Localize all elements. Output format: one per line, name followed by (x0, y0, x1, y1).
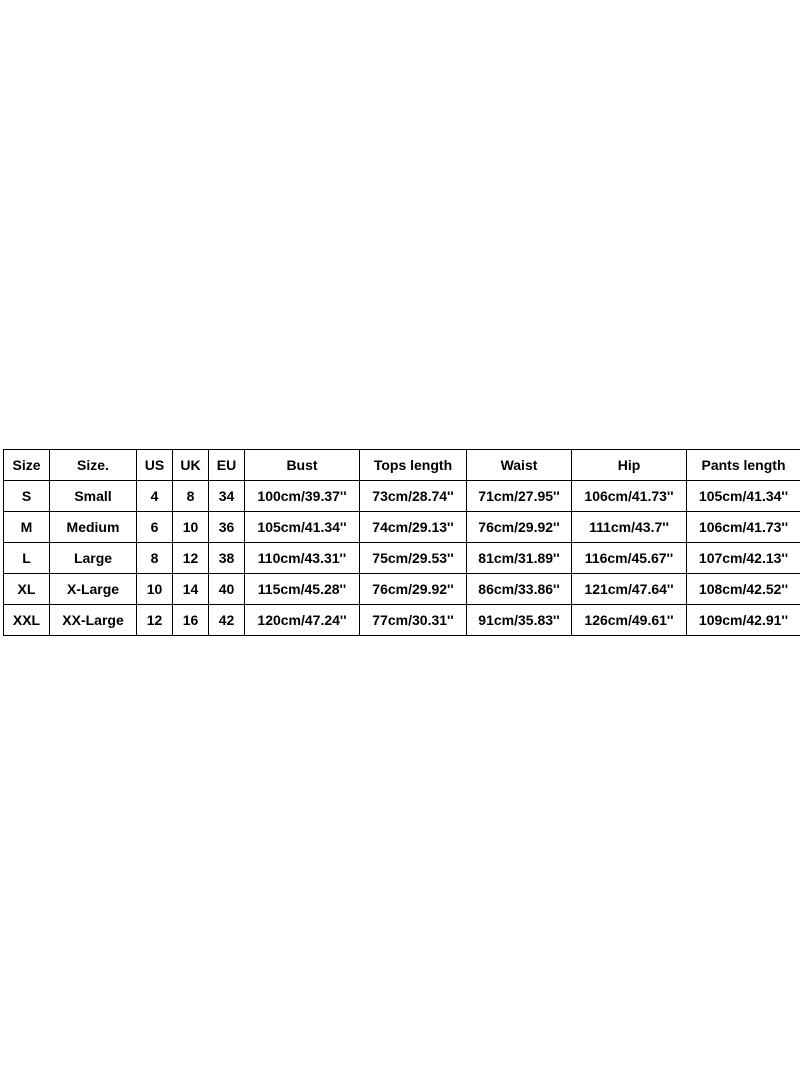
cell-size: M (4, 512, 50, 543)
cell-eu: 34 (209, 481, 245, 512)
cell-tops-length: 74cm/29.13'' (360, 512, 467, 543)
cell-uk: 12 (173, 543, 209, 574)
table-row (4, 512, 800, 543)
cell-bust: 120cm/47.24'' (245, 605, 360, 636)
cell-us: 12 (137, 605, 173, 636)
cell-size: XXL (4, 605, 50, 636)
cell-size-name: X-Large (50, 574, 137, 605)
table-row (4, 543, 800, 574)
column-header-waist: Waist (467, 450, 572, 481)
cell-waist: 91cm/35.83'' (467, 605, 572, 636)
cell-pants-length: 106cm/41.73'' (687, 512, 800, 543)
cell-us: 8 (137, 543, 173, 574)
cell-size-name: Medium (50, 512, 137, 543)
cell-size-name: Small (50, 481, 137, 512)
cell-pants-length: 109cm/42.91'' (687, 605, 800, 636)
cell-tops-length: 76cm/29.92'' (360, 574, 467, 605)
column-header-size-name: Size. (50, 450, 137, 481)
cell-eu: 36 (209, 512, 245, 543)
cell-us: 10 (137, 574, 173, 605)
column-header-eu: EU (209, 450, 245, 481)
cell-bust: 115cm/45.28'' (245, 574, 360, 605)
cell-hip: 121cm/47.64'' (572, 574, 687, 605)
cell-size: L (4, 543, 50, 574)
cell-eu: 42 (209, 605, 245, 636)
size-chart-table (3, 449, 800, 636)
table-row (4, 481, 800, 512)
column-header-bust: Bust (245, 450, 360, 481)
cell-hip: 106cm/41.73'' (572, 481, 687, 512)
cell-hip: 111cm/43.7'' (572, 512, 687, 543)
cell-waist: 76cm/29.92'' (467, 512, 572, 543)
cell-bust: 110cm/43.31'' (245, 543, 360, 574)
cell-size-name: XX-Large (50, 605, 137, 636)
column-header-tops-length: Tops length (360, 450, 467, 481)
cell-pants-length: 107cm/42.13'' (687, 543, 800, 574)
cell-pants-length: 105cm/41.34'' (687, 481, 800, 512)
cell-waist: 71cm/27.95'' (467, 481, 572, 512)
cell-uk: 14 (173, 574, 209, 605)
cell-uk: 8 (173, 481, 209, 512)
column-header-pants-length: Pants length (687, 450, 800, 481)
cell-eu: 38 (209, 543, 245, 574)
cell-size-name: Large (50, 543, 137, 574)
cell-tops-length: 75cm/29.53'' (360, 543, 467, 574)
cell-size: XL (4, 574, 50, 605)
cell-hip: 116cm/45.67'' (572, 543, 687, 574)
cell-waist: 81cm/31.89'' (467, 543, 572, 574)
cell-pants-length: 108cm/42.52'' (687, 574, 800, 605)
column-header-size: Size (4, 450, 50, 481)
cell-waist: 86cm/33.86'' (467, 574, 572, 605)
cell-size: S (4, 481, 50, 512)
cell-bust: 100cm/39.37'' (245, 481, 360, 512)
cell-us: 6 (137, 512, 173, 543)
table-row (4, 574, 800, 605)
cell-bust: 105cm/41.34'' (245, 512, 360, 543)
column-header-hip: Hip (572, 450, 687, 481)
cell-tops-length: 73cm/28.74'' (360, 481, 467, 512)
cell-uk: 10 (173, 512, 209, 543)
column-header-uk: UK (173, 450, 209, 481)
table-row (4, 605, 800, 636)
cell-eu: 40 (209, 574, 245, 605)
cell-tops-length: 77cm/30.31'' (360, 605, 467, 636)
cell-hip: 126cm/49.61'' (572, 605, 687, 636)
cell-us: 4 (137, 481, 173, 512)
cell-uk: 16 (173, 605, 209, 636)
column-header-us: US (137, 450, 173, 481)
header-row (4, 450, 800, 481)
